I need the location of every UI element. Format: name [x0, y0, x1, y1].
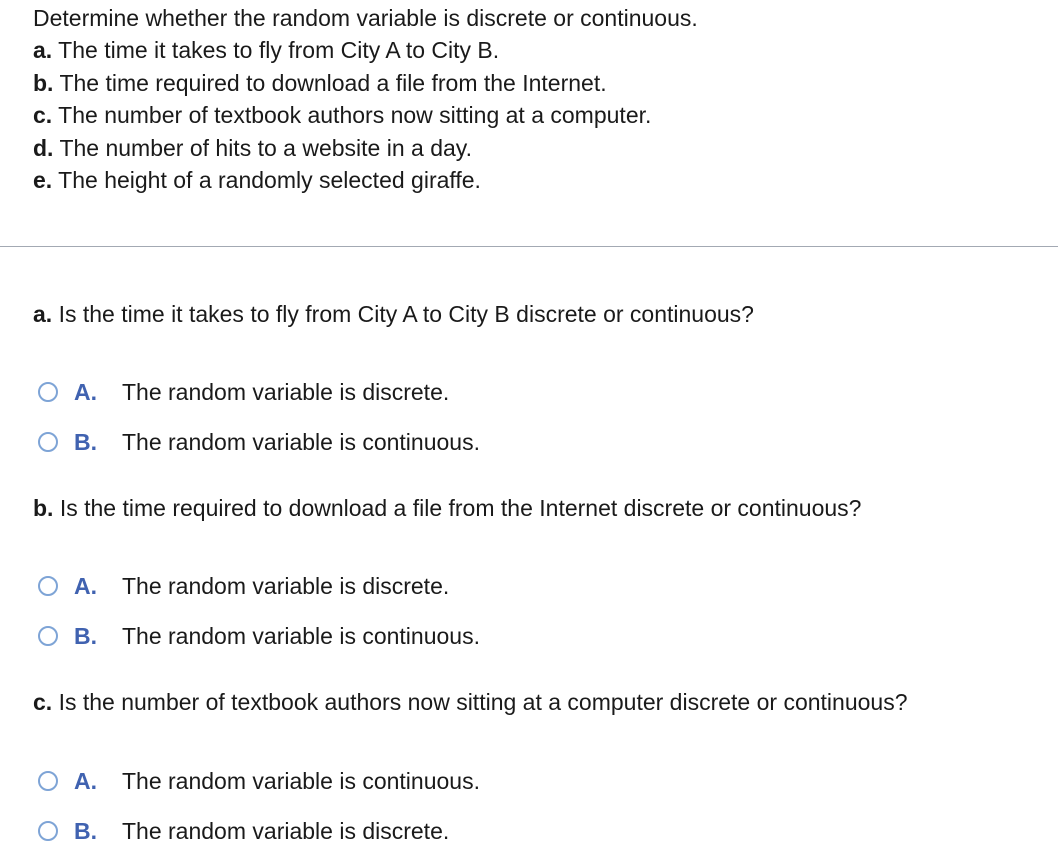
question-label: a. [33, 301, 53, 327]
stem-item-label: b. [33, 69, 54, 96]
stem-item-c [33, 99, 698, 131]
option-letter: A. [74, 378, 97, 405]
section-divider [0, 246, 1058, 247]
question-text: Is the time it takes to fly from City A to City B discrete or continuous? [58, 301, 754, 327]
question-a-option-b[interactable] [38, 427, 480, 457]
stem-item-d [33, 132, 698, 164]
radio-button-icon[interactable] [38, 432, 58, 452]
radio-button-icon[interactable] [38, 626, 58, 646]
stem-item-label: d. [33, 134, 54, 161]
option-letter: B. [74, 622, 97, 649]
option-text: The random variable is continuous. [122, 622, 480, 649]
option-text: The random variable is discrete. [122, 817, 450, 844]
option-text: The random variable is continuous. [122, 428, 480, 455]
question-b-option-b[interactable] [38, 621, 480, 651]
question-b-option-a[interactable] [38, 571, 449, 601]
option-text: The random variable is continuous. [122, 767, 480, 794]
stem-item-label: c. [33, 102, 53, 129]
option-letter: A. [74, 572, 97, 599]
option-letter: A. [74, 767, 97, 794]
option-letter: B. [74, 817, 97, 844]
question-c-option-a[interactable] [38, 766, 480, 796]
radio-button-icon[interactable] [38, 382, 58, 402]
stem-item-a [33, 34, 698, 66]
option-text: The random variable is discrete. [122, 378, 450, 405]
question-stem [33, 2, 698, 196]
stem-item-text: The height of a randomly selected giraffe. [58, 167, 481, 194]
radio-button-icon[interactable] [38, 576, 58, 596]
radio-button-icon[interactable] [38, 771, 58, 791]
question-text: Is the time required to download a file from the Internet discrete or continuous? [59, 495, 862, 521]
stem-item-text: The time it takes to fly from City A to City B. [58, 37, 500, 64]
stem-item-label: a. [33, 37, 53, 64]
question-label: b. [33, 495, 54, 521]
question-b-prompt [33, 493, 861, 523]
stem-instruction: Determine whether the random variable is discrete or continuous. [33, 5, 698, 31]
stem-item-text: The number of hits to a website in a day. [59, 134, 472, 161]
question-a-option-a[interactable] [38, 377, 449, 407]
stem-item-label: e. [33, 167, 53, 194]
question-label: c. [33, 689, 53, 715]
question-text: Is the number of textbook authors now sitting at a computer discrete or continuous? [58, 689, 908, 715]
question-a-prompt [33, 299, 754, 329]
stem-item-e [33, 164, 698, 196]
option-text: The random variable is discrete. [122, 572, 450, 599]
stem-item-b [33, 67, 698, 99]
option-letter: B. [74, 428, 97, 455]
radio-button-icon[interactable] [38, 821, 58, 841]
question-c-prompt [33, 687, 908, 717]
stem-item-text: The number of textbook authors now sitting at a computer. [58, 102, 652, 129]
stem-item-text: The time required to download a file from the Internet. [59, 69, 607, 96]
question-c-option-b[interactable] [38, 816, 449, 846]
